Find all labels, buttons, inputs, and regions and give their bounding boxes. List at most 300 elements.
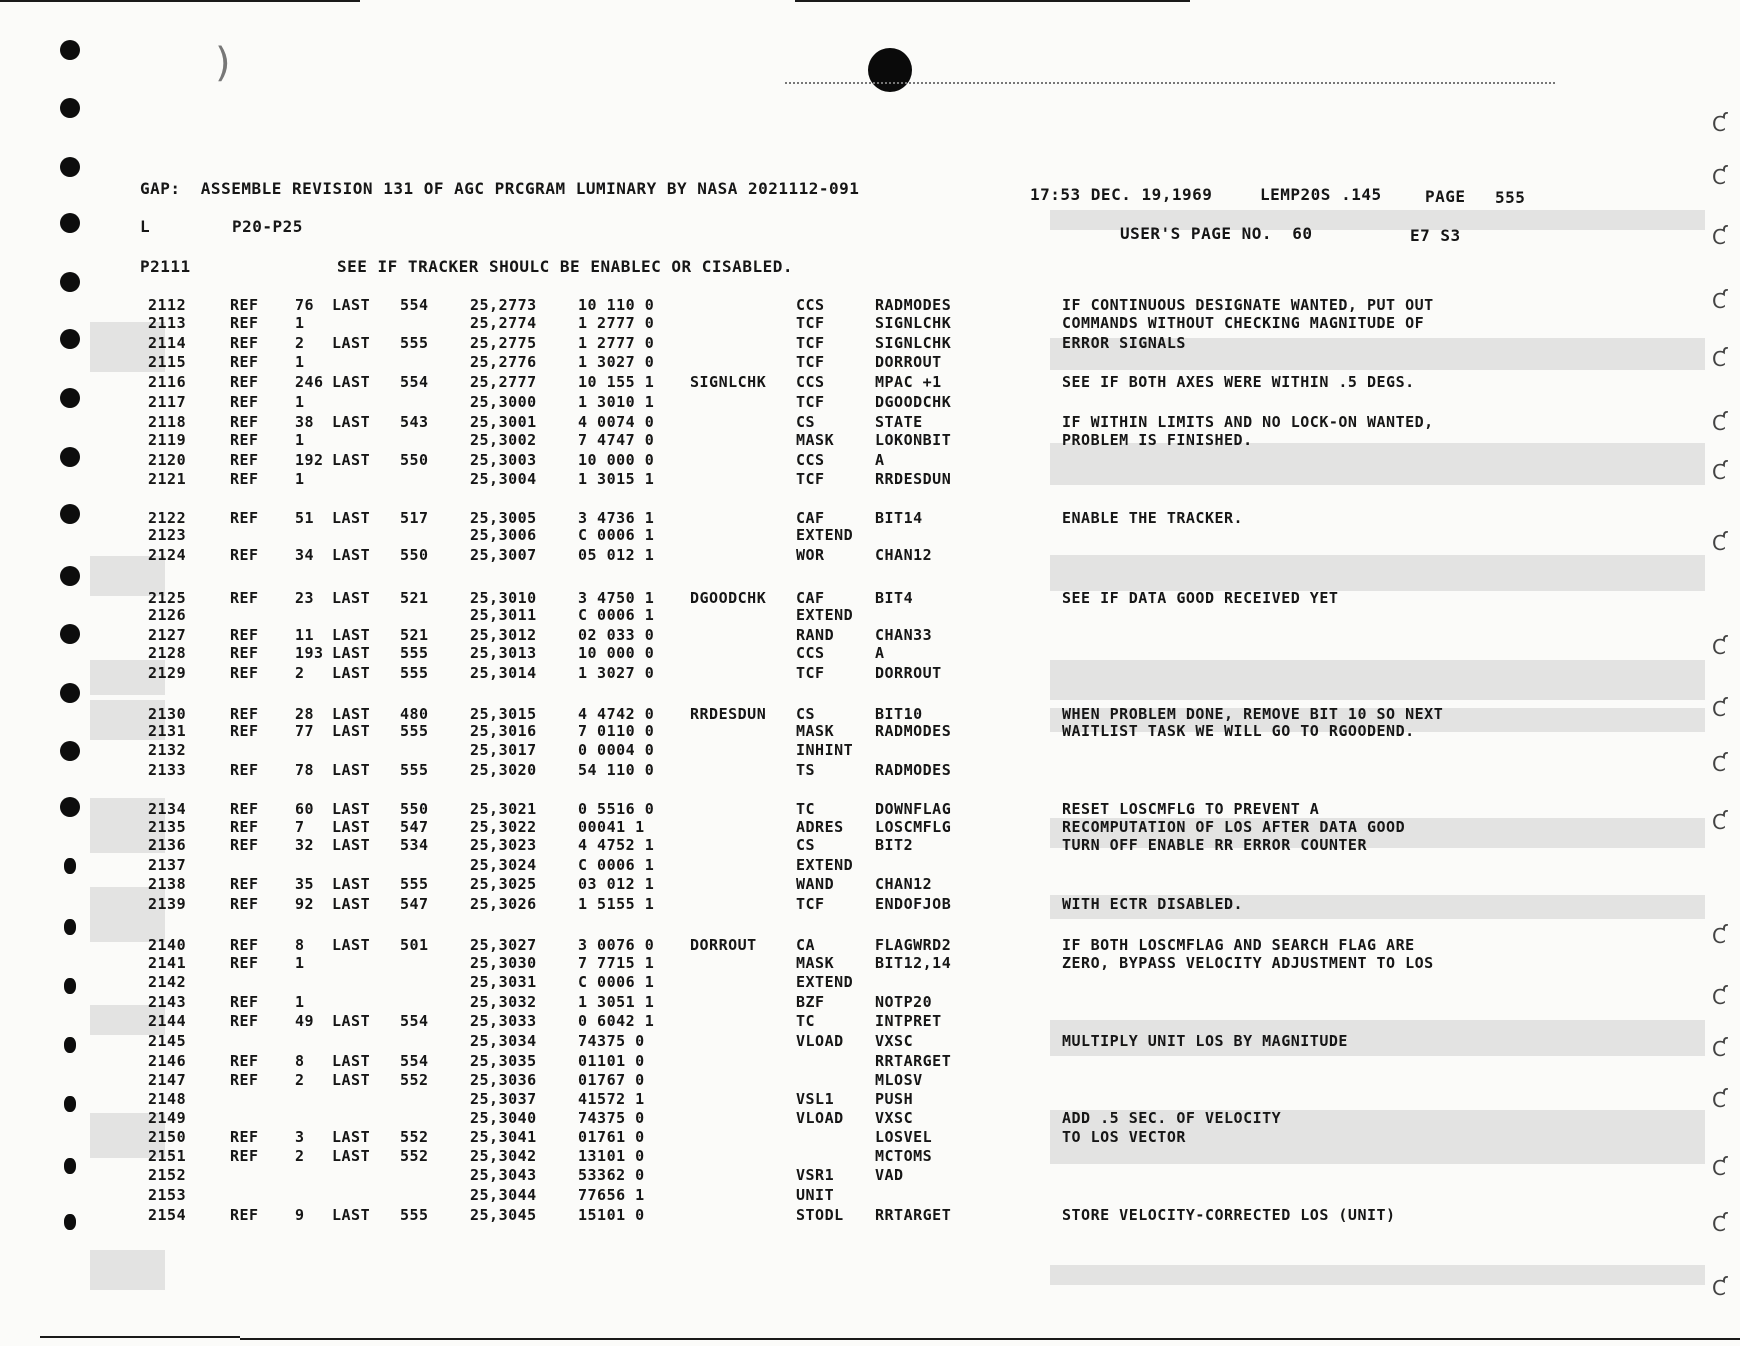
- opcode: STODL: [796, 1206, 844, 1224]
- line-number: 2117: [148, 393, 187, 411]
- ref-label: REF: [230, 296, 259, 314]
- ref-number: 35: [295, 875, 315, 893]
- address: 25,3024: [470, 856, 537, 874]
- address: 25,3025: [470, 875, 537, 893]
- ref-number: 51: [295, 509, 315, 527]
- operand: RADMODES: [875, 296, 952, 314]
- opcode: RAND: [796, 626, 835, 644]
- punch-hole: [60, 272, 80, 292]
- header-page-label: PAGE: [1425, 187, 1466, 206]
- punch-hole: [60, 329, 80, 349]
- ref-number: 1: [295, 353, 305, 371]
- ref-label: REF: [230, 393, 259, 411]
- last-page: 550: [400, 546, 429, 564]
- line-number: 2140: [148, 936, 187, 954]
- octal-code: 1 3010 1: [578, 393, 655, 411]
- bottom-rule-left: [40, 1336, 240, 1338]
- operand: RADMODES: [875, 761, 952, 779]
- last-page: 534: [400, 836, 429, 854]
- address: 25,3027: [470, 936, 537, 954]
- address: 25,3037: [470, 1090, 537, 1108]
- opcode: TCF: [796, 664, 825, 682]
- punch-hole: [60, 40, 80, 60]
- smudge: [1050, 443, 1705, 485]
- line-number: 2125: [148, 589, 187, 607]
- opcode: EXTEND: [796, 856, 854, 874]
- perforation-line: [785, 82, 1555, 84]
- edge-mark: Ƈ: [1712, 985, 1726, 1009]
- ref-label: REF: [230, 1052, 259, 1070]
- octal-code: 0 5516 0: [578, 800, 655, 818]
- line-number: 2150: [148, 1128, 187, 1146]
- comment: ADD .5 SEC. OF VELOCITY: [1062, 1109, 1282, 1127]
- line-number: 2115: [148, 353, 187, 371]
- address: 25,3041: [470, 1128, 537, 1146]
- operand: A: [875, 644, 885, 662]
- line-number: 2142: [148, 973, 187, 991]
- line-number: 2129: [148, 664, 187, 682]
- line-number: 2126: [148, 606, 187, 624]
- operand: CHAN33: [875, 626, 933, 644]
- punch-hole: [60, 98, 80, 118]
- edge-mark: Ƈ: [1712, 112, 1726, 136]
- opcode: CS: [796, 413, 816, 431]
- ref-label: REF: [230, 546, 259, 564]
- line-number: 2145: [148, 1032, 187, 1050]
- operand: MPAC +1: [875, 373, 942, 391]
- last-label: LAST: [332, 1147, 371, 1165]
- comment: WHEN PROBLEM DONE, REMOVE BIT 10 SO NEXT: [1062, 705, 1444, 723]
- bottom-rule-right: [240, 1338, 1740, 1340]
- edge-mark: Ƈ: [1712, 810, 1726, 834]
- line-number: 2154: [148, 1206, 187, 1224]
- header-page-number: 555: [1495, 188, 1526, 207]
- opcode: MASK: [796, 431, 835, 449]
- opcode: CCS: [796, 373, 825, 391]
- opcode: BZF: [796, 993, 825, 1011]
- smudge: [1050, 660, 1705, 700]
- address: 25,3003: [470, 451, 537, 469]
- line-number: 2120: [148, 451, 187, 469]
- edge-mark: Ƈ: [1712, 531, 1726, 555]
- line-number: 2116: [148, 373, 187, 391]
- edge-mark: Ƈ: [1712, 1212, 1726, 1236]
- octal-code: 41572 1: [578, 1090, 645, 1108]
- operand: BIT2: [875, 836, 914, 854]
- opcode: VSR1: [796, 1166, 835, 1184]
- ref-label: REF: [230, 818, 259, 836]
- comment: RECOMPUTATION OF LOS AFTER DATA GOOD: [1062, 818, 1406, 836]
- last-page: 554: [400, 1052, 429, 1070]
- comment: SEE IF BOTH AXES WERE WITHIN .5 DEGS.: [1062, 373, 1415, 391]
- address: 25,3042: [470, 1147, 537, 1165]
- opcode: EXTEND: [796, 606, 854, 624]
- opcode: TCF: [796, 895, 825, 913]
- operand: SIGNLCHK: [875, 314, 952, 332]
- last-page: 555: [400, 664, 429, 682]
- opcode: TCF: [796, 353, 825, 371]
- punch-hole: [60, 504, 80, 524]
- line-number: 2137: [148, 856, 187, 874]
- last-page: 480: [400, 705, 429, 723]
- operand: ENDOFJOB: [875, 895, 952, 913]
- last-page: 554: [400, 1012, 429, 1030]
- opcode: CAF: [796, 589, 825, 607]
- comment: RESET LOSCMFLG TO PREVENT A: [1062, 800, 1320, 818]
- comment: STORE VELOCITY-CORRECTED LOS (UNIT): [1062, 1206, 1396, 1224]
- ref-number: 3: [295, 1128, 305, 1146]
- line-number: 2143: [148, 993, 187, 1011]
- octal-code: 7 0110 0: [578, 722, 655, 740]
- line-number: 2119: [148, 431, 187, 449]
- operand: VXSC: [875, 1032, 914, 1050]
- line-number: 2151: [148, 1147, 187, 1165]
- line-number: 2130: [148, 705, 187, 723]
- ref-number: 77: [295, 722, 315, 740]
- ref-number: 7: [295, 818, 305, 836]
- operand: RRTARGET: [875, 1052, 952, 1070]
- ref-label: REF: [230, 644, 259, 662]
- opcode: CCS: [796, 296, 825, 314]
- opcode: CCS: [796, 644, 825, 662]
- operand: RADMODES: [875, 722, 952, 740]
- ref-label: REF: [230, 1012, 259, 1030]
- address: 25,2775: [470, 334, 537, 352]
- last-page: 555: [400, 1206, 429, 1224]
- punch-hole: [64, 1096, 76, 1112]
- ref-number: 1: [295, 393, 305, 411]
- last-page: 554: [400, 373, 429, 391]
- ref-number: 192: [295, 451, 324, 469]
- opcode: WOR: [796, 546, 825, 564]
- opcode: VLOAD: [796, 1032, 844, 1050]
- comment: TO LOS VECTOR: [1062, 1128, 1186, 1146]
- opcode: MASK: [796, 722, 835, 740]
- octal-code: 7 7715 1: [578, 954, 655, 972]
- octal-code: 74375 0: [578, 1109, 645, 1127]
- ref-number: 49: [295, 1012, 315, 1030]
- operand: INTPRET: [875, 1012, 942, 1030]
- last-page: 547: [400, 818, 429, 836]
- address: 25,3017: [470, 741, 537, 759]
- opcode: EXTEND: [796, 973, 854, 991]
- ref-label: REF: [230, 761, 259, 779]
- edge-mark: Ƈ: [1712, 924, 1726, 948]
- octal-code: 3 4750 1: [578, 589, 655, 607]
- smudge: [1050, 555, 1705, 591]
- last-label: LAST: [332, 546, 371, 564]
- opcode: MASK: [796, 954, 835, 972]
- octal-code: 01101 0: [578, 1052, 645, 1070]
- line-number: 2153: [148, 1186, 187, 1204]
- line-number: 2128: [148, 644, 187, 662]
- address: 25,3032: [470, 993, 537, 1011]
- octal-code: 1 3015 1: [578, 470, 655, 488]
- address: 25,3001: [470, 413, 537, 431]
- address: 25,2773: [470, 296, 537, 314]
- operand: LOSVEL: [875, 1128, 933, 1146]
- punch-hole: [60, 388, 80, 408]
- punch-hole: [64, 1214, 76, 1230]
- ref-label: REF: [230, 334, 259, 352]
- edge-mark: Ƈ: [1712, 411, 1726, 435]
- ref-number: 28: [295, 705, 315, 723]
- opcode: INHINT: [796, 741, 854, 759]
- line-number: 2134: [148, 800, 187, 818]
- last-label: LAST: [332, 1206, 371, 1224]
- opcode: CCS: [796, 451, 825, 469]
- comment: COMMANDS WITHOUT CHECKING MAGNITUDE OF: [1062, 314, 1425, 332]
- address: 25,3033: [470, 1012, 537, 1030]
- address: 25,3004: [470, 470, 537, 488]
- ref-number: 8: [295, 936, 305, 954]
- last-label: LAST: [332, 818, 371, 836]
- opcode: EXTEND: [796, 526, 854, 544]
- line-number: 2146: [148, 1052, 187, 1070]
- line-number: 2118: [148, 413, 187, 431]
- address: 25,3035: [470, 1052, 537, 1070]
- line-number: 2139: [148, 895, 187, 913]
- ref-number: 92: [295, 895, 315, 913]
- ref-label: REF: [230, 431, 259, 449]
- last-label: LAST: [332, 895, 371, 913]
- line-number: 2112: [148, 296, 187, 314]
- ref-label: REF: [230, 705, 259, 723]
- comment: IF BOTH LOSCMFLAG AND SEARCH FLAG ARE: [1062, 936, 1415, 954]
- last-page: 555: [400, 761, 429, 779]
- last-label: LAST: [332, 413, 371, 431]
- last-page: 555: [400, 334, 429, 352]
- edge-mark: Ƈ: [1712, 225, 1726, 249]
- operand: NOTP20: [875, 993, 933, 1011]
- octal-code: 77656 1: [578, 1186, 645, 1204]
- address: 25,3020: [470, 761, 537, 779]
- edge-mark: Ƈ: [1712, 1276, 1726, 1300]
- comment: WAITLIST TASK WE WILL GO TO RGOODEND.: [1062, 722, 1415, 740]
- punch-hole: [64, 1037, 76, 1053]
- ref-number: 38: [295, 413, 315, 431]
- edge-mark: Ƈ: [1712, 697, 1726, 721]
- address: 25,3012: [470, 626, 537, 644]
- opcode: VSL1: [796, 1090, 835, 1108]
- ref-number: 1: [295, 993, 305, 1011]
- operand: FLAGWRD2: [875, 936, 952, 954]
- last-label: LAST: [332, 1128, 371, 1146]
- octal-code: 4 0074 0: [578, 413, 655, 431]
- comment: ERROR SIGNALS: [1062, 334, 1186, 352]
- line-number: 2135: [148, 818, 187, 836]
- ref-number: 9: [295, 1206, 305, 1224]
- octal-code: 1 2777 0: [578, 314, 655, 332]
- ref-label: REF: [230, 470, 259, 488]
- ref-number: 34: [295, 546, 315, 564]
- operand: PUSH: [875, 1090, 914, 1108]
- location-tag: RRDESDUN: [690, 705, 767, 723]
- ref-number: 1: [295, 954, 305, 972]
- operand: LOKONBIT: [875, 431, 952, 449]
- section-comment: SEE IF TRACKER SHOULC BE ENABLEC OR CISABLED.: [337, 257, 793, 276]
- operand: RRTARGET: [875, 1206, 952, 1224]
- ref-number: 23: [295, 589, 315, 607]
- punch-hole: [60, 566, 80, 586]
- octal-code: 1 5155 1: [578, 895, 655, 913]
- last-page: 552: [400, 1128, 429, 1146]
- operand: BIT4: [875, 589, 914, 607]
- edge-mark: Ƈ: [1712, 752, 1726, 776]
- last-label: LAST: [332, 373, 371, 391]
- octal-code: 10 155 1: [578, 373, 655, 391]
- ref-label: REF: [230, 373, 259, 391]
- log-letter: L: [140, 217, 151, 236]
- line-number: 2138: [148, 875, 187, 893]
- last-label: LAST: [332, 1071, 371, 1089]
- ref-label: REF: [230, 1147, 259, 1165]
- punch-hole: [60, 213, 80, 233]
- punch-hole: [60, 741, 80, 761]
- last-label: LAST: [332, 451, 371, 469]
- opcode: TC: [796, 800, 816, 818]
- punch-hole: [60, 157, 80, 177]
- line-number: 2144: [148, 1012, 187, 1030]
- octal-code: 1 3027 0: [578, 664, 655, 682]
- header-time-date: 17:53 DEC. 19,1969: [1030, 185, 1213, 204]
- header-lemp: LEMP20S .145: [1260, 185, 1382, 204]
- last-page: 543: [400, 413, 429, 431]
- last-page: 547: [400, 895, 429, 913]
- opcode: TCF: [796, 334, 825, 352]
- opcode: TCF: [796, 470, 825, 488]
- ref-label: REF: [230, 875, 259, 893]
- ref-number: 2: [295, 664, 305, 682]
- last-page: 552: [400, 1071, 429, 1089]
- last-page: 521: [400, 626, 429, 644]
- last-label: LAST: [332, 705, 371, 723]
- opcode: TC: [796, 1012, 816, 1030]
- opcode: TCF: [796, 314, 825, 332]
- address: 25,2776: [470, 353, 537, 371]
- ref-label: REF: [230, 664, 259, 682]
- operand: DORROUT: [875, 353, 942, 371]
- last-page: 554: [400, 296, 429, 314]
- operand: VAD: [875, 1166, 904, 1184]
- ref-number: 76: [295, 296, 315, 314]
- operand: MLOSV: [875, 1071, 923, 1089]
- octal-code: 54 110 0: [578, 761, 655, 779]
- operand: DGOODCHK: [875, 393, 952, 411]
- octal-code: 01767 0: [578, 1071, 645, 1089]
- ref-number: 2: [295, 334, 305, 352]
- last-page: 555: [400, 644, 429, 662]
- edge-mark: Ƈ: [1712, 347, 1726, 371]
- opcode: ADRES: [796, 818, 844, 836]
- address: 25,3014: [470, 664, 537, 682]
- address: 25,3044: [470, 1186, 537, 1204]
- ref-label: REF: [230, 936, 259, 954]
- comment: IF WITHIN LIMITS AND NO LOCK-ON WANTED,: [1062, 413, 1434, 431]
- opcode: CS: [796, 836, 816, 854]
- ref-label: REF: [230, 413, 259, 431]
- octal-code: 05 012 1: [578, 546, 655, 564]
- edge-mark: Ƈ: [1712, 635, 1726, 659]
- line-number: 2149: [148, 1109, 187, 1127]
- address: 25,3021: [470, 800, 537, 818]
- location-tag: SIGNLCHK: [690, 373, 767, 391]
- address: 25,3000: [470, 393, 537, 411]
- last-label: LAST: [332, 1012, 371, 1030]
- smudge: [90, 1250, 165, 1290]
- log-section: P20-P25: [232, 217, 303, 236]
- line-number: 2133: [148, 761, 187, 779]
- ref-label: REF: [230, 895, 259, 913]
- ref-number: 193: [295, 644, 324, 662]
- edge-mark: Ƈ: [1712, 460, 1726, 484]
- location-tag: DORROUT: [690, 936, 757, 954]
- line-number: 2122: [148, 509, 187, 527]
- punch-hole: [60, 683, 80, 703]
- ref-number: 8: [295, 1052, 305, 1070]
- octal-code: 10 000 0: [578, 451, 655, 469]
- last-page: 521: [400, 589, 429, 607]
- operand: BIT10: [875, 705, 923, 723]
- paper-mark: ): [215, 40, 231, 86]
- edge-mark: Ƈ: [1712, 1156, 1726, 1180]
- octal-code: 10 110 0: [578, 296, 655, 314]
- line-number: 2121: [148, 470, 187, 488]
- last-label: LAST: [332, 722, 371, 740]
- top-rule-left: [0, 0, 360, 2]
- last-label: LAST: [332, 589, 371, 607]
- line-number: 2124: [148, 546, 187, 564]
- octal-code: 13101 0: [578, 1147, 645, 1165]
- opcode: UNIT: [796, 1186, 835, 1204]
- address: 25,3002: [470, 431, 537, 449]
- punch-hole: [64, 1158, 76, 1174]
- octal-code: 3 4736 1: [578, 509, 655, 527]
- last-label: LAST: [332, 296, 371, 314]
- punch-hole: [60, 447, 80, 467]
- address: 25,3016: [470, 722, 537, 740]
- operand: A: [875, 451, 885, 469]
- line-number: 2132: [148, 741, 187, 759]
- ref-label: REF: [230, 626, 259, 644]
- ref-label: REF: [230, 451, 259, 469]
- address: 25,3034: [470, 1032, 537, 1050]
- octal-code: 0 6042 1: [578, 1012, 655, 1030]
- ref-label: REF: [230, 1206, 259, 1224]
- last-label: LAST: [332, 1052, 371, 1070]
- line-number: 2131: [148, 722, 187, 740]
- line-number: 2114: [148, 334, 187, 352]
- ref-label: REF: [230, 993, 259, 1011]
- ref-label: REF: [230, 836, 259, 854]
- octal-code: 02 033 0: [578, 626, 655, 644]
- ref-number: 32: [295, 836, 315, 854]
- ref-label: REF: [230, 509, 259, 527]
- address: 25,3015: [470, 705, 537, 723]
- comment: MULTIPLY UNIT LOS BY MAGNITUDE: [1062, 1032, 1348, 1050]
- last-label: LAST: [332, 936, 371, 954]
- punch-hole-large: [868, 48, 912, 92]
- last-page: 555: [400, 722, 429, 740]
- octal-code: 4 4752 1: [578, 836, 655, 854]
- line-number: 2148: [148, 1090, 187, 1108]
- comment: PROBLEM IS FINISHED.: [1062, 431, 1253, 449]
- address: 25,3031: [470, 973, 537, 991]
- octal-code: C 0006 1: [578, 973, 655, 991]
- last-label: LAST: [332, 761, 371, 779]
- octal-code: 3 0076 0: [578, 936, 655, 954]
- operand: BIT14: [875, 509, 923, 527]
